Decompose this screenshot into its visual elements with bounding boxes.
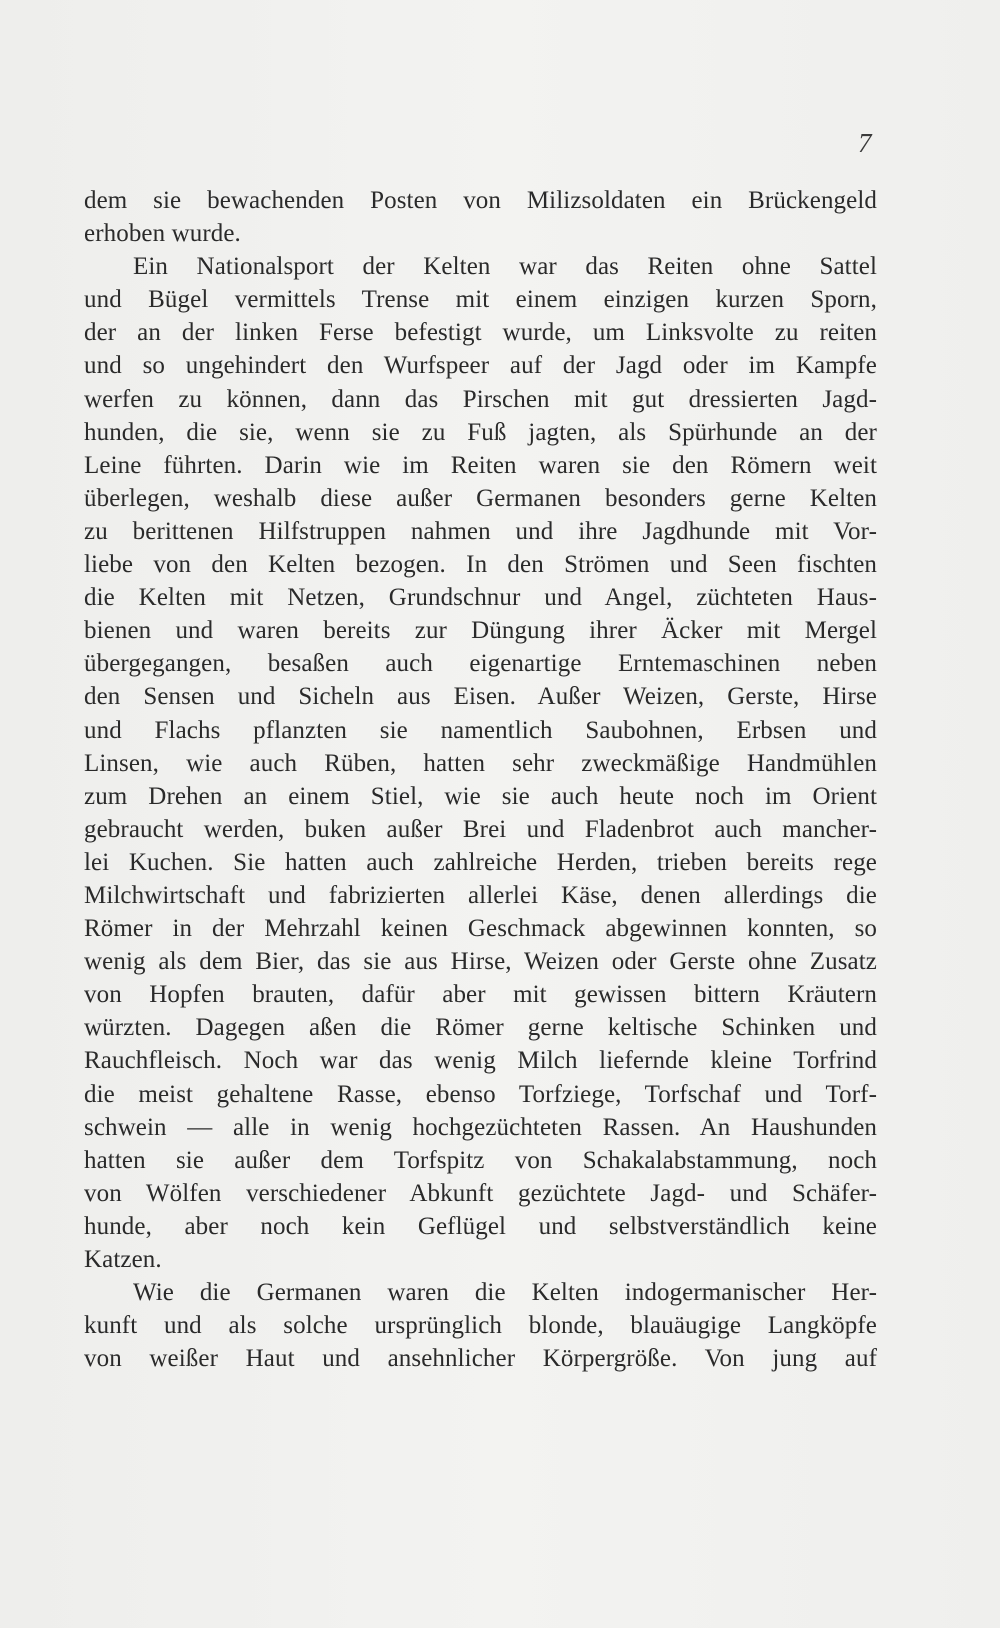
text-line: den Sensen und Sicheln aus Eisen. Außer Weizen, Gerste, Hirse — [84, 683, 877, 711]
text-line: Milchwirtschaft und fabrizierten allerlei Käse, denen allerdings die — [84, 881, 877, 909]
text-line: Katzen. — [84, 1246, 162, 1273]
text-line: bienen und waren bereits zur Düngung ihrer Äcker mit Mergel — [84, 617, 877, 645]
text-line: lei Kuchen. Sie hatten auch zahlreiche Herden, trieben bereits rege — [84, 848, 877, 876]
text-line: werfen zu können, dann das Pirschen mit gut dressierten Jagd- — [84, 385, 877, 413]
text-line: und Flachs pflanzten sie namentlich Saubohnen, Erbsen und — [84, 716, 877, 744]
text-line: Ein Nationalsport der Kelten war das Reiten ohne Sattel — [133, 253, 877, 281]
text-line: Linsen, wie auch Rüben, hatten sehr zweckmäßige Handmühlen — [84, 749, 877, 777]
text-line: Wie die Germanen waren die Kelten indogermanischer Her- — [133, 1279, 877, 1307]
paragraph — [84, 1276, 877, 1375]
text-line: schwein — alle in wenig hochgezüchteten Rassen. An Haushunden — [84, 1113, 877, 1141]
text-line: zum Drehen an einem Stiel, wie sie auch heute noch im Orient — [84, 782, 877, 810]
text-line: dem sie bewachenden Posten von Milizsoldaten ein Brückengeld — [84, 187, 877, 214]
text-line: und so ungehindert den Wurfspeer auf der Jagd oder im Kampfe — [84, 352, 877, 380]
text-line: Römer in der Mehrzahl keinen Geschmack abgewinnen konnten, so — [84, 915, 877, 943]
text-line: zu berittenen Hilfstruppen nahmen und ihre Jagdhunde mit Vor- — [84, 517, 877, 545]
text-line: Rauchfleisch. Noch war das wenig Milch liefernde kleine Torfrind — [84, 1047, 877, 1075]
text-line: von weißer Haut und ansehnlicher Körpergröße. Von jung auf — [84, 1345, 877, 1373]
text-line: die meist gehaltene Rasse, ebenso Torfziege, Torfschaf und Torf- — [84, 1080, 877, 1108]
text-line: von Wölfen verschiedener Abkunft gezüchtete Jagd- und Schäfer- — [84, 1179, 877, 1207]
page-number: 7 — [858, 128, 872, 158]
text-line: die Kelten mit Netzen, Grundschnur und Angel, züchteten Haus- — [84, 584, 877, 612]
text-line: Leine führten. Darin wie im Reiten waren sie den Römern weit — [84, 451, 877, 479]
text-line: liebe von den Kelten bezogen. In den Strömen und Seen fischten — [84, 551, 877, 579]
text-line: und Bügel vermittels Trense mit einem einzigen kurzen Sporn, — [84, 286, 877, 314]
text-line: hunden, die sie, wenn sie zu Fuß jagten, als Spürhunde an der — [84, 418, 877, 446]
text-line: erhoben wurde. — [84, 220, 241, 248]
paragraph — [84, 250, 877, 1276]
text-line: gebraucht werden, buken außer Brei und Fladenbrot auch mancher- — [84, 815, 877, 843]
text-line: hunde, aber noch kein Geflügel und selbstverständlich keine — [84, 1212, 877, 1240]
text-line: wenig als dem Bier, das sie aus Hirse, Weizen oder Gerste ohne Zusatz — [84, 948, 877, 976]
text-line: kunft und als solche ursprünglich blonde, blauäugige Langköpfe — [84, 1312, 877, 1340]
text-line: würzten. Dagegen aßen die Römer gerne keltische Schinken und — [84, 1014, 877, 1042]
text-line: übergegangen, besaßen auch eigenartige Erntemaschinen neben — [84, 650, 877, 678]
paragraph — [84, 184, 877, 250]
text-line: überlegen, weshalb diese außer Germanen besonders gerne Kelten — [84, 484, 877, 512]
body-text — [84, 184, 877, 1375]
text-line: hatten sie außer dem Torfspitz von Schakalabstammung, noch — [84, 1146, 877, 1174]
text-line: von Hopfen brauten, dafür aber mit gewissen bittern Kräutern — [84, 981, 877, 1009]
text-line: der an der linken Ferse befestigt wurde, um Linksvolte zu reiten — [84, 319, 877, 347]
